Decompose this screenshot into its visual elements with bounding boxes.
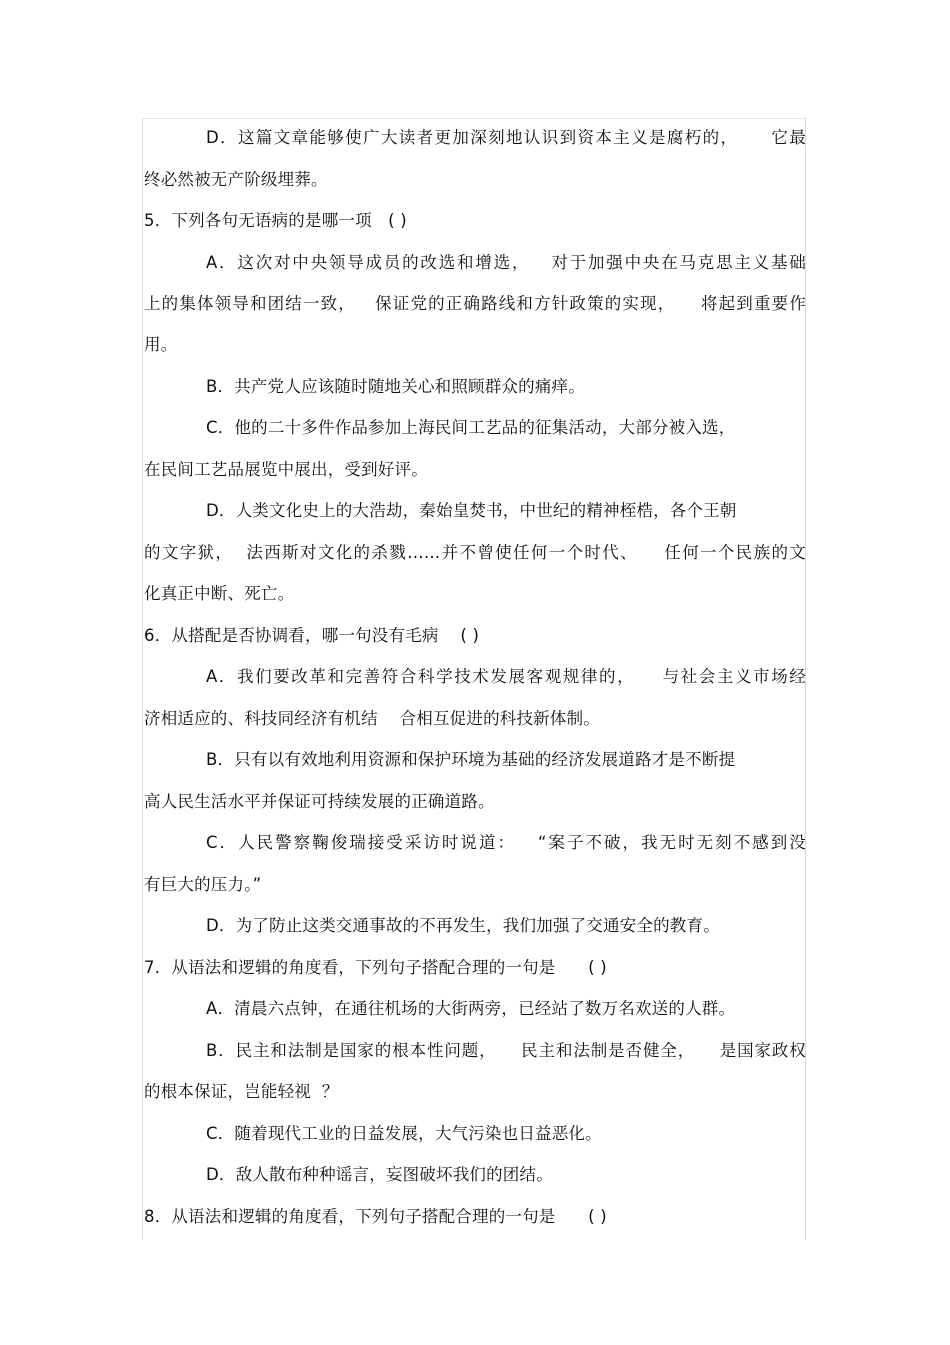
option-6c-line1: C．人民警察鞠俊瑞接受采访时说道： “案子不破，我无时无刻不感到没	[206, 833, 806, 852]
option-4d-line1: D．这篇文章能够使广大读者更加深刻地认识到资本主义是腐朽的， 它最	[206, 128, 806, 147]
option-5d-line3: 化真正中断、死亡。	[144, 584, 295, 603]
option-5a-line2: 上的集体领导和团结一致， 保证党的正确路线和方针政策的实现， 将起到重要作	[144, 294, 806, 313]
question-7: 7．从语法和逻辑的角度看，下列句子搭配合理的一句是 ( )	[144, 958, 607, 977]
option-5c-line1: C．他的二十多件作品参加上海民间工艺品的征集活动，大部分被入选，	[206, 418, 736, 437]
option-6b-line2: 高人民生活水平并保证可持续发展的正确道路。	[144, 792, 495, 811]
option-5c-line2: 在民间工艺品展览中展出，受到好评。	[144, 460, 428, 479]
option-5a-line3: 用。	[144, 335, 178, 354]
option-7a: A．清晨六点钟，在通往机场的大街两旁，已经站了数万名欢送的人群。	[206, 999, 736, 1018]
option-5b: B．共产党人应该随时随地关心和照顾群众的痛痒。	[206, 377, 585, 396]
option-6b-line1: B．只有以有效地利用资源和保护环境为基础的经济发展道路才是不断提	[206, 750, 736, 769]
option-5a-line1: A．这次对中央领导成员的改选和增选， 对于加强中央在马克思主义基础	[206, 253, 806, 272]
option-6a-line2: 济相适应的、科技同经济有机结 合相互促进的科技新体制。	[144, 709, 600, 728]
option-7d: D．敌人散布种种谣言，妄图破坏我们的团结。	[206, 1165, 553, 1184]
option-5d-line1: D．人类文化史上的大浩劫，秦始皇焚书，中世纪的精神桎梏，各个王朝	[206, 501, 737, 520]
question-6: 6．从搭配是否协调看，哪一句没有毛病 ( )	[144, 626, 480, 645]
option-7b-line1: B．民主和法制是国家的根本性问题， 民主和法制是否健全， 是国家政权	[206, 1041, 806, 1060]
option-6d: D．为了防止这类交通事故的不再发生，我们加强了交通安全的教育。	[206, 916, 720, 935]
option-5d-line2: 的文字狱， 法西斯对文化的杀戮……并不曾使任何一个时代、 任何一个民族的文	[144, 543, 806, 562]
option-7c: C．随着现代工业的日益发展，大气污染也日益恶化。	[206, 1124, 602, 1143]
option-7b-line2: 的根本保证，岂能轻视 ？	[144, 1082, 339, 1101]
option-6a-line1: A．我们要改革和完善符合科学技术发展客观规律的， 与社会主义市场经	[206, 667, 806, 686]
option-6c-line2: 有巨大的压力。”	[144, 875, 262, 894]
question-8: 8．从语法和逻辑的角度看，下列句子搭配合理的一句是 ( )	[144, 1207, 607, 1226]
question-5: 5．下列各句无语病的是哪一项 ( )	[144, 211, 407, 230]
option-4d-line2: 终必然被无产阶级埋葬。	[144, 170, 328, 189]
